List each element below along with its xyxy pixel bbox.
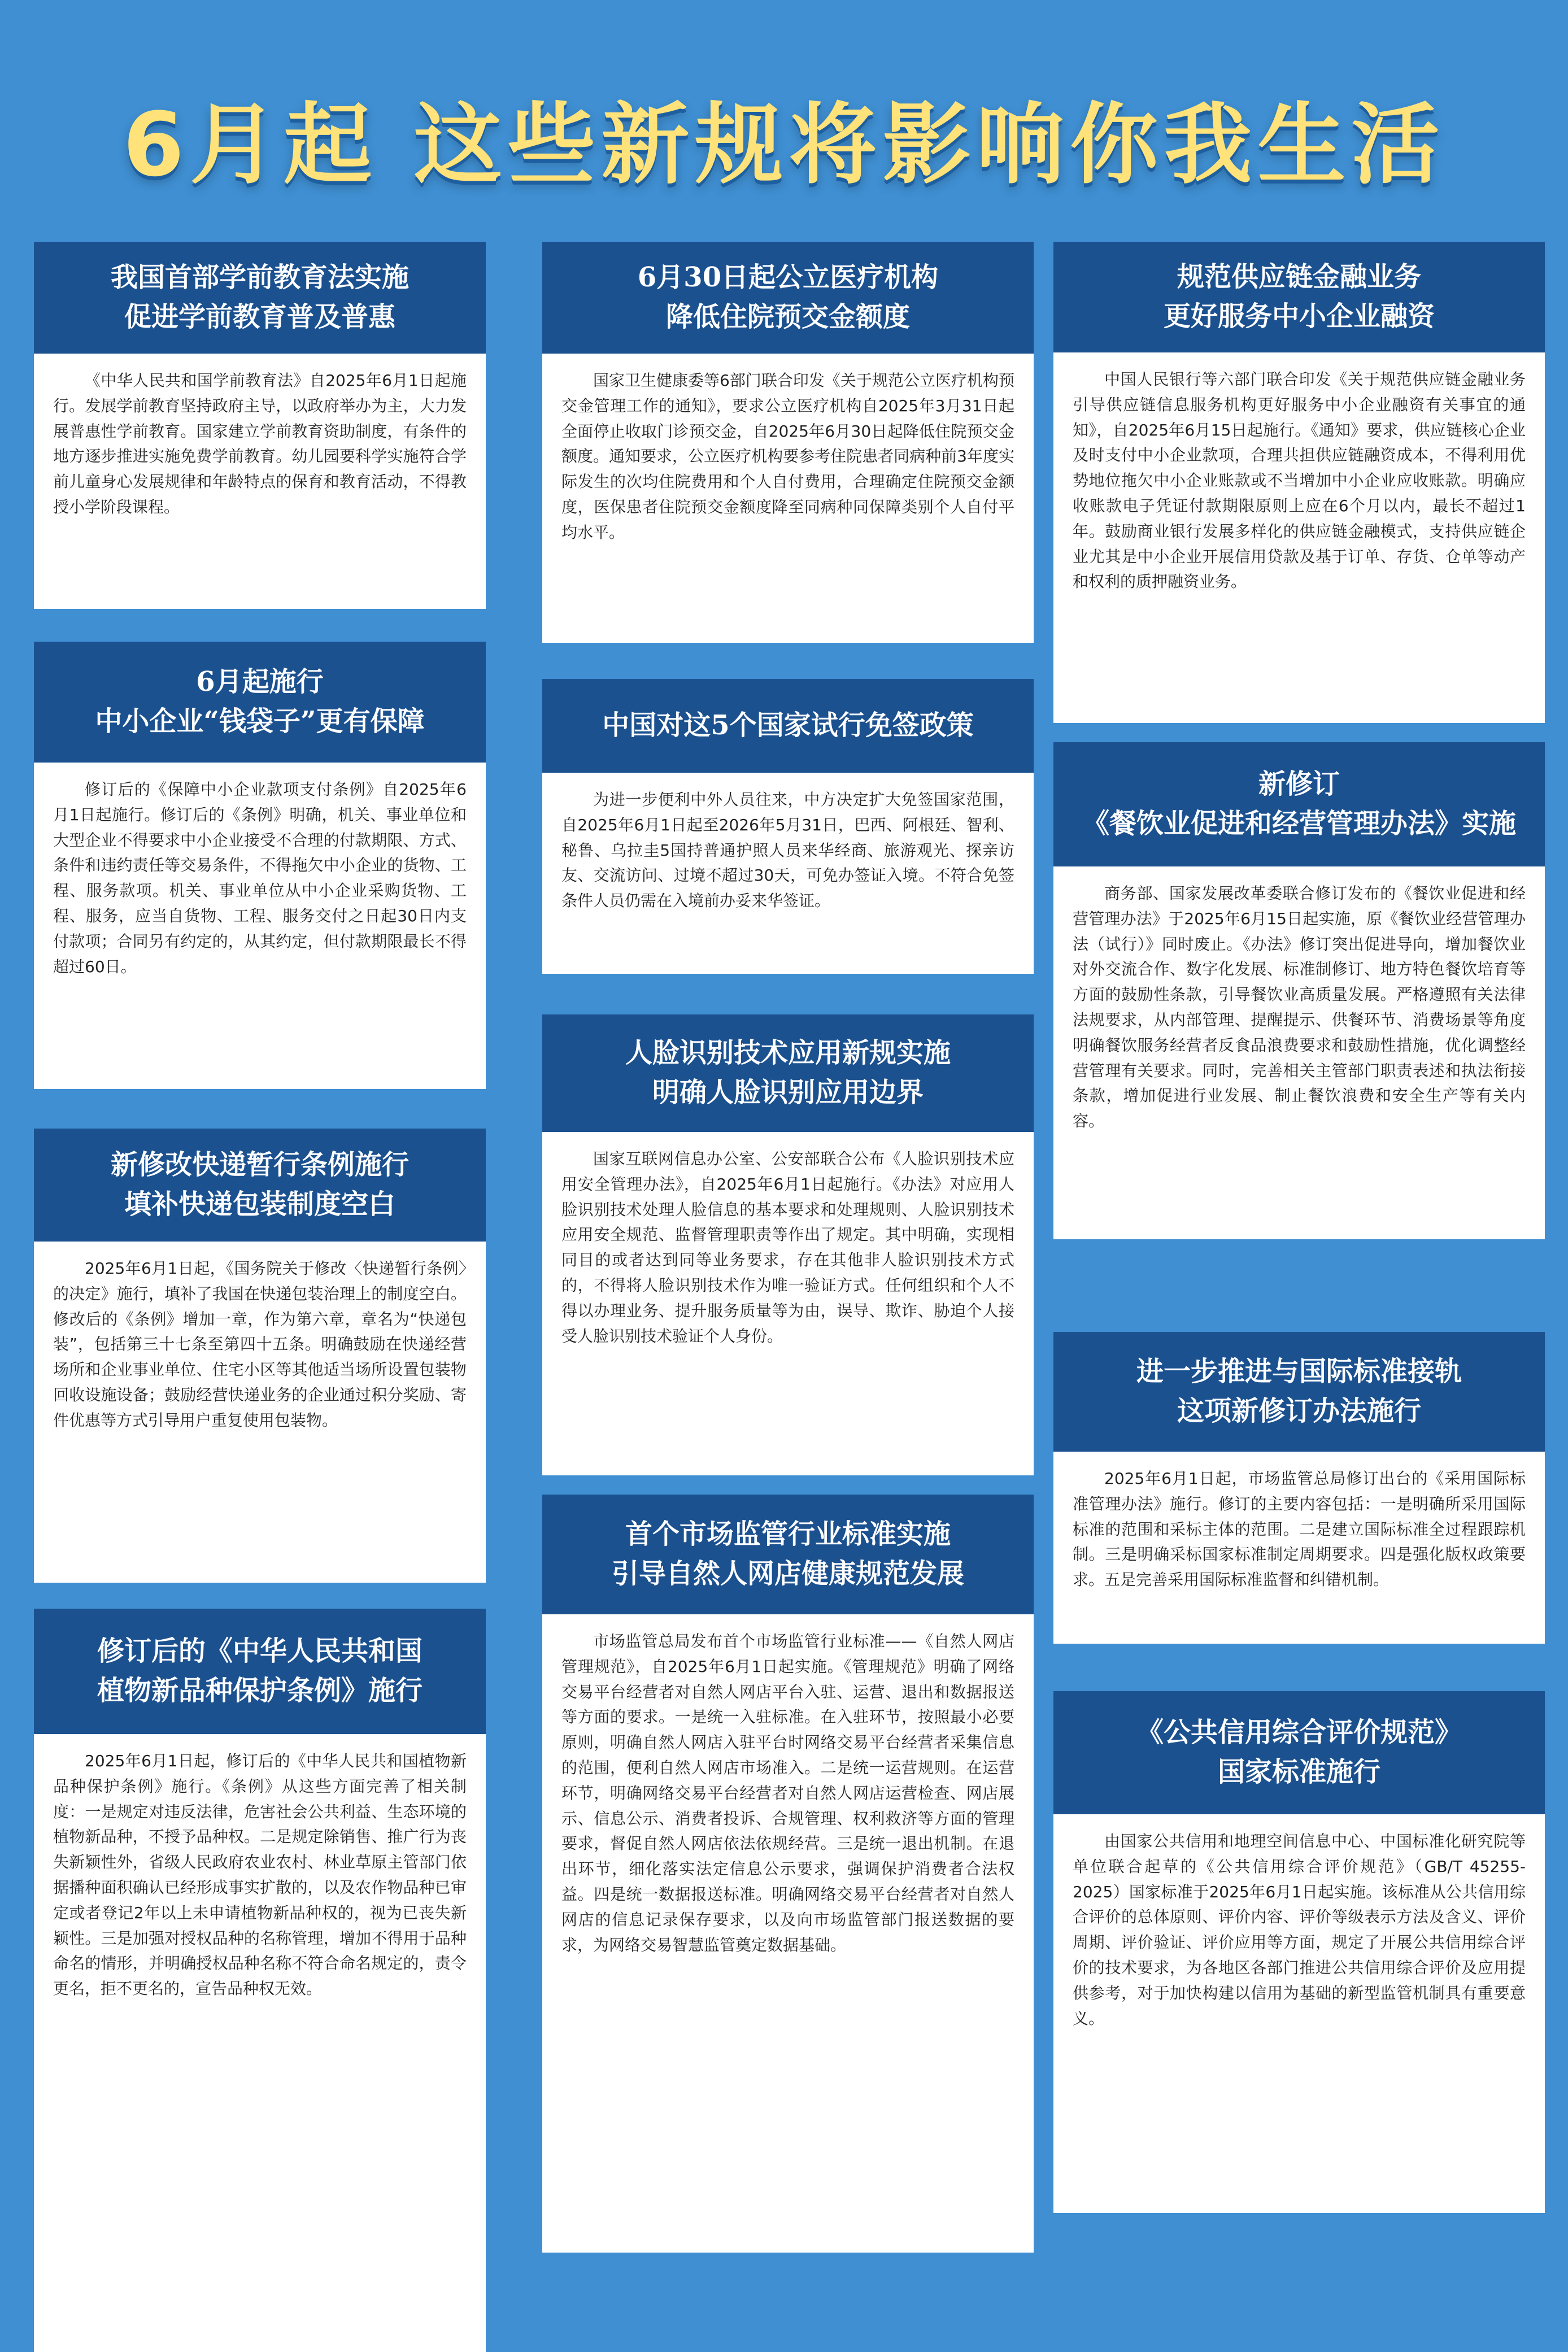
- section-plant-variety: [34, 1609, 486, 2352]
- section-heading-line1: 6月起施行: [196, 666, 324, 698]
- section-body: 中国人民银行等六部门联合印发《关于规范供应链金融业务 引导供应链信息服务机构更好服务中小企业融资有关事宜的通知》，自2025年6月15日起施行。《通知》要求，供应链核心企业及时支付中小企业款项，合理共担供应链融资成本，不得利用优势地位拖欠中小企业账款或不当增加中小企业应收账款。明确应收账款电子凭证付款期限原则上应在6个月以内，最长不超过1年。鼓励商业银行发展多样化的供应链金融模式，支持供应链企业尤其是中小企业开展信用贷款及基于订单、存货、仓单等动产和权利的质押融资业务。: [1053, 352, 1545, 723]
- section-express-delivery: [34, 1129, 486, 1583]
- section-preschool-law: [34, 242, 486, 609]
- section-heading-line1: 修订后的《中华人民共和国: [97, 1635, 423, 1667]
- section-credit-evaluation: [1053, 1691, 1545, 2213]
- section-heading-line2: 国家标准施行: [1217, 1756, 1380, 1788]
- section-heading-line2: 植物新品种保护条例》施行: [97, 1675, 423, 1706]
- section-header: [1053, 1332, 1545, 1452]
- section-body: 市场监管总局发布首个市场监管行业标准——《自然人网店管理规范》，自2025年6月1日起实施。《管理规范》明确了网络交易平台经营者对自然人网店平台入驻、运营、退出和数据报送等方面的要求。一是统一入驻标准。在入驻环节，按照最小必要原则，明确自然人网店入驻平台时网络交易平台经营者采集信息的范围，便利自然人网店市场准入。二是统一运营规则。在运营环节，明确网络交易平台经营者对自然人网店运营检查、网店展示、信息公示、消费者投诉、合规管理、权利救济等方面的管理要求，督促自然人网店依法依规经营。三是统一退出机制。在退出环节，细化落实法定信息公示要求，强调保护消费者合法权益。四是统一数据报送标准。明确网络交易平台经营者对自然人网店的信息记录保存要求，以及向市场监管部门报送数据的要求，为网络交易智慧监管奠定数据基础。: [542, 1614, 1034, 2253]
- section-heading-line1: 人脸识别技术应用新规实施: [625, 1037, 951, 1069]
- section-catering: [1053, 742, 1545, 1239]
- section-body: 修订后的《保障中小企业款项支付条例》自2025年6月1日起施行。修订后的《条例》明确，机关、事业单位和大型企业不得要求中小企业接受不合理的付款期限、方式、条件和违约责任等交易条件，不得拖欠中小企业的货物、工程、服务款项。机关、事业单位从中小企业采购货物、工程、服务，应当自货物、工程、服务交付之日起30日内支付款项；合同另有约定的，从其约定，但付款期限最长不得超过60日。: [34, 763, 486, 1089]
- section-body: 2025年6月1日起，修订后的《中华人民共和国植物新品种保护条例》施行。《条例》从这些方面完善了相关制度：一是规定对违反法律，危害社会公共利益、生态环境的植物新品种，不授予品种权。二是规定除销售、推广行为丧失新颖性外，省级人民政府农业农村、林业草原主管部门依据播种面积确认已经形成事实扩散的，以及农作物品种已审定或者登记2年以上未申请植物新品种权的，视为已丧失新颖性。三是加强对授权品种的名称管理，增加不得用于品种命名的情形，并明确授权品种名称不符合命名规定的，责令更名，拒不更名的，宣告品种权无效。: [34, 1734, 486, 2352]
- section-heading-line1: 新修改快递暂行条例施行: [110, 1149, 409, 1181]
- section-header: [34, 1129, 486, 1242]
- section-body: 2025年6月1日起，市场监管总局修订出台的《采用国际标准管理办法》施行。修订的主要内容包括：一是明确所采用国际标准的范围和采标主体的范围。二是建立国际标准全过程跟踪机制。三是明确采标国家标准制定周期要求。四是强化版权政策要求。五是完善采用国际标准监督和纠错机制。: [1053, 1452, 1545, 1644]
- section-header: [34, 1609, 486, 1734]
- section-heading-line2: 引导自然人网店健康规范发展: [611, 1558, 964, 1589]
- section-heading-line2: 《餐饮业促进和经营管理办法》实施: [1082, 808, 1516, 839]
- section-body: 为进一步便利中外人员往来，中方决定扩大免签国家范围，自2025年6月1日起至2026年5月31日，巴西、阿根廷、智利、秘鲁、乌拉圭5国持普通护照人员来华经商、旅游观光、探亲访友、交流访问、过境不超过30天，可免办签证入境。不符合免签条件人员仍需在入境前办妥来华签证。: [542, 773, 1034, 974]
- section-heading-line2: 促进学前教育普及普惠: [124, 301, 395, 333]
- section-header: [34, 642, 486, 763]
- section-sme-payment: [34, 642, 486, 1089]
- section-supply-chain: [1053, 242, 1545, 723]
- section-heading-line1: 《公共信用综合评价规范》: [1136, 1717, 1462, 1749]
- section-heading-line1: 新修订: [1258, 768, 1340, 800]
- section-hospital-deposit: [542, 242, 1034, 643]
- section-header: [542, 1495, 1034, 1614]
- section-body: 《中华人民共和国学前教育法》自2025年6月1日起施行。发展学前教育坚持政府主导，以政府举办为主，大力发展普惠性学前教育。国家建立学前教育资助制度，有条件的地方逐步推进实施免费学前教育。幼儿园要科学实施符合学前儿童身心发展规律和年龄特点的保育和教育活动，不得教授小学阶段课程。: [34, 354, 486, 609]
- section-heading-line1: 规范供应链金融业务: [1177, 261, 1421, 293]
- section-face-recognition: [542, 1014, 1034, 1475]
- section-body: 国家卫生健康委等6部门联合印发《关于规范公立医疗机构预交金管理工作的通知》，要求公立医疗机构自2025年3月31日起全面停止收取门诊预交金，自2025年6月30日起降低住院预交金额度。通知要求，公立医疗机构要参考住院患者同病种前3年度实际发生的次均住院费用和个人自付费用，合理确定住院预交金额度，医保患者住院预交金额度降至同病种同保障类别个人自付平均水平。: [542, 354, 1034, 643]
- section-heading-line1: 中国对这5个国家试行免签政策: [602, 709, 974, 742]
- section-header: [1053, 1691, 1545, 1814]
- section-header: [1053, 742, 1545, 866]
- section-header: [542, 679, 1034, 773]
- section-online-store: [542, 1495, 1034, 2253]
- section-body: 由国家公共信用和地理空间信息中心、中国标准化研究院等单位联合起草的《公共信用综合评价规范》（GB/T 45255-2025）国家标准于2025年6月1日起实施。该标准从公共信用综合评价的总体原则、评价内容、评价等级表示方法及含义、评价周期、评价验证、评价应用等方面，规定了开展公共信用综合评价的技术要求，为各地区各部门推进公共信用综合评价及应用提供参考，对于加快构建以信用为基础的新型监管机制具有重要意义。: [1053, 1814, 1545, 2213]
- section-heading-line2: 填补快递包装制度空白: [124, 1188, 395, 1220]
- section-heading-line1: 我国首部学前教育法实施: [110, 262, 409, 294]
- section-heading-line2: 更好服务中小企业融资: [1163, 300, 1435, 332]
- section-heading-line2: 这项新修订办法施行: [1177, 1395, 1421, 1427]
- section-intl-standards: [1053, 1332, 1545, 1644]
- section-body: 商务部、国家发展改革委联合修订发布的《餐饮业促进和经营管理办法》于2025年6月15日起实施，原《餐饮业经营管理办法（试行）》同时废止。《办法》修订突出促进导向，增加餐饮业对外交流合作、数字化发展、标准制修订、地方特色餐饮培育等方面的鼓励性条款，引导餐饮业高质量发展。严格遵照有关法律法规要求，从内部管理、提醒提示、供餐环节、消费场景等角度明确餐饮服务经营者反食品浪费要求和鼓励性措施，优化调整经营管理有关要求。同时，完善相关主管部门职责表述和执法衔接条款，增加促进行业发展、制止餐饮浪费和安全生产等有关内容。: [1053, 866, 1545, 1239]
- section-header: [542, 242, 1034, 354]
- section-heading-line1: 进一步推进与国际标准接轨: [1136, 1356, 1462, 1388]
- section-header: [542, 1014, 1034, 1132]
- section-visa-free: [542, 679, 1034, 974]
- section-heading-line2: 中小企业“钱袋子”更有保障: [95, 705, 425, 737]
- section-body: 国家互联网信息办公室、公安部联合公布《人脸识别技术应用安全管理办法》，自2025年6月1日起施行。《办法》对应用人脸识别技术处理人脸信息的基本要求和处理规则、人脸识别技术应用安全规范、监督管理职责等作出了规定。其中明确，实现相同目的或者达到同等业务要求，存在其他非人脸识别技术方式的，不得将人脸识别技术作为唯一验证方式。任何组织和个人不得以办理业务、提升服务质量等为由，误导、欺诈、胁迫个人接受人脸识别技术验证个人身份。: [542, 1132, 1034, 1475]
- section-heading-line1: 首个市场监管行业标准实施: [625, 1518, 951, 1550]
- page-title: 6月起 这些新规将影响你我生活: [123, 93, 1445, 196]
- section-header: [1053, 242, 1545, 352]
- section-body: 2025年6月1日起，《国务院关于修改〈快递暂行条例〉的决定》施行，填补了我国在快递包装治理上的制度空白。修改后的《条例》增加一章，作为第六章，章名为“快递包装”，包括第三十七条至第四十五条。明确鼓励在快递经营场所和企业事业单位、住宅小区等其他适当场所设置包装物回收设施设备；鼓励经营快递业务的企业通过积分奖励、寄件优惠等方式引导用户重复使用包装物。: [34, 1242, 486, 1583]
- section-heading-line2: 明确人脸识别应用边界: [652, 1077, 924, 1108]
- section-heading-line2: 降低住院预交金额度: [665, 301, 910, 333]
- section-header: [34, 242, 486, 354]
- section-heading-line1: 6月30日起公立医疗机构: [637, 262, 939, 294]
